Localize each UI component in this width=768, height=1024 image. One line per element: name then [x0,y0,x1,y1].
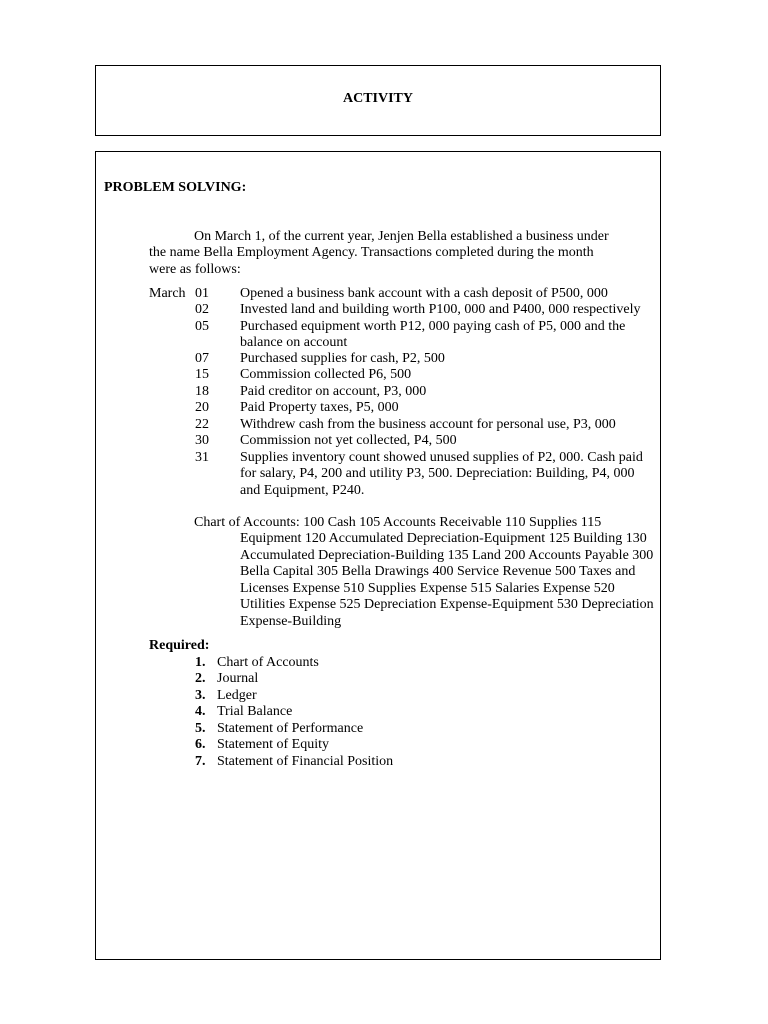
required-item-number: 6. [195,737,206,752]
chart-of-accounts-line: Equipment 120 Accumulated Depreciation-Equipment 125 Building 130 [240,531,647,546]
required-item-number: 4. [195,704,206,719]
required-item-number: 1. [195,655,206,670]
month-label: March [149,286,186,301]
transaction-text: Paid Property taxes, P5, 000 [240,400,399,415]
intro-line: were as follows: [149,262,241,277]
required-item-text: Ledger [217,688,257,703]
section-heading: PROBLEM SOLVING: [104,180,247,195]
title-box [95,65,661,136]
intro-line: On March 1, of the current year, Jenjen Bella established a business under [194,229,609,244]
transaction-day: 18 [195,384,209,399]
required-item-number: 2. [195,671,206,686]
chart-of-accounts-line: Licenses Expense 510 Supplies Expense 515 Salaries Expense 520 [240,581,615,596]
transaction-day: 22 [195,417,209,432]
required-item-text: Statement of Performance [217,721,364,736]
required-item-text: Statement of Financial Position [217,754,394,769]
transaction-day: 01 [195,286,209,301]
transaction-text: for salary, P4, 200 and utility P3, 500. Depreciation: Building, P4, 000 [240,466,635,481]
transaction-text: Purchased equipment worth P12, 000 paying cash of P5, 000 and the [240,319,626,334]
page-title: ACTIVITY [342,91,413,106]
chart-of-accounts-line: Chart of Accounts: 100 Cash 105 Accounts Receivable 110 Supplies 115 [194,515,602,530]
required-item-text: Trial Balance [217,704,293,719]
chart-of-accounts-line: Bella Capital 305 Bella Drawings 400 Service Revenue 500 Taxes and [240,564,636,579]
transaction-text: Supplies inventory count showed unused supplies of P2, 000. Cash paid [240,450,643,465]
required-item-text: Journal [217,671,259,686]
transaction-text: Withdrew cash from the business account for personal use, P3, 000 [240,417,616,432]
chart-of-accounts-line: Utilities Expense 525 Depreciation Expense-Equipment 530 Depreciation [240,597,654,612]
required-item-number: 5. [195,721,206,736]
transaction-text: Opened a business bank account with a cash deposit of P500, 000 [240,286,608,301]
transaction-text: Purchased supplies for cash, P2, 500 [240,351,445,366]
chart-of-accounts-line: Expense-Building [240,614,342,629]
required-label: Required: [149,638,210,653]
transaction-day: 31 [195,450,209,465]
required-item-number: 3. [195,688,206,703]
transaction-text: Commission not yet collected, P4, 500 [240,433,457,448]
chart-of-accounts-line: Accumulated Depreciation-Building 135 Land 200 Accounts Payable 300 [240,548,654,563]
transaction-day: 30 [195,433,209,448]
transaction-text: and Equipment, P240. [240,483,365,498]
transaction-day: 07 [195,351,209,366]
transaction-text: balance on account [240,335,348,350]
transaction-day: 20 [195,400,209,415]
transaction-day: 02 [195,302,209,317]
transaction-day: 05 [195,319,209,334]
intro-line: the name Bella Employment Agency. Transactions completed during the month [149,245,594,260]
transaction-text: Paid creditor on account, P3, 000 [240,384,427,399]
required-item-number: 7. [195,754,206,769]
required-item-text: Statement of Equity [217,737,329,752]
required-item-text: Chart of Accounts [217,655,319,670]
transaction-day: 15 [195,367,209,382]
transaction-text: Commission collected P6, 500 [240,367,412,382]
transaction-text: Invested land and building worth P100, 000 and P400, 000 respectively [240,302,641,317]
